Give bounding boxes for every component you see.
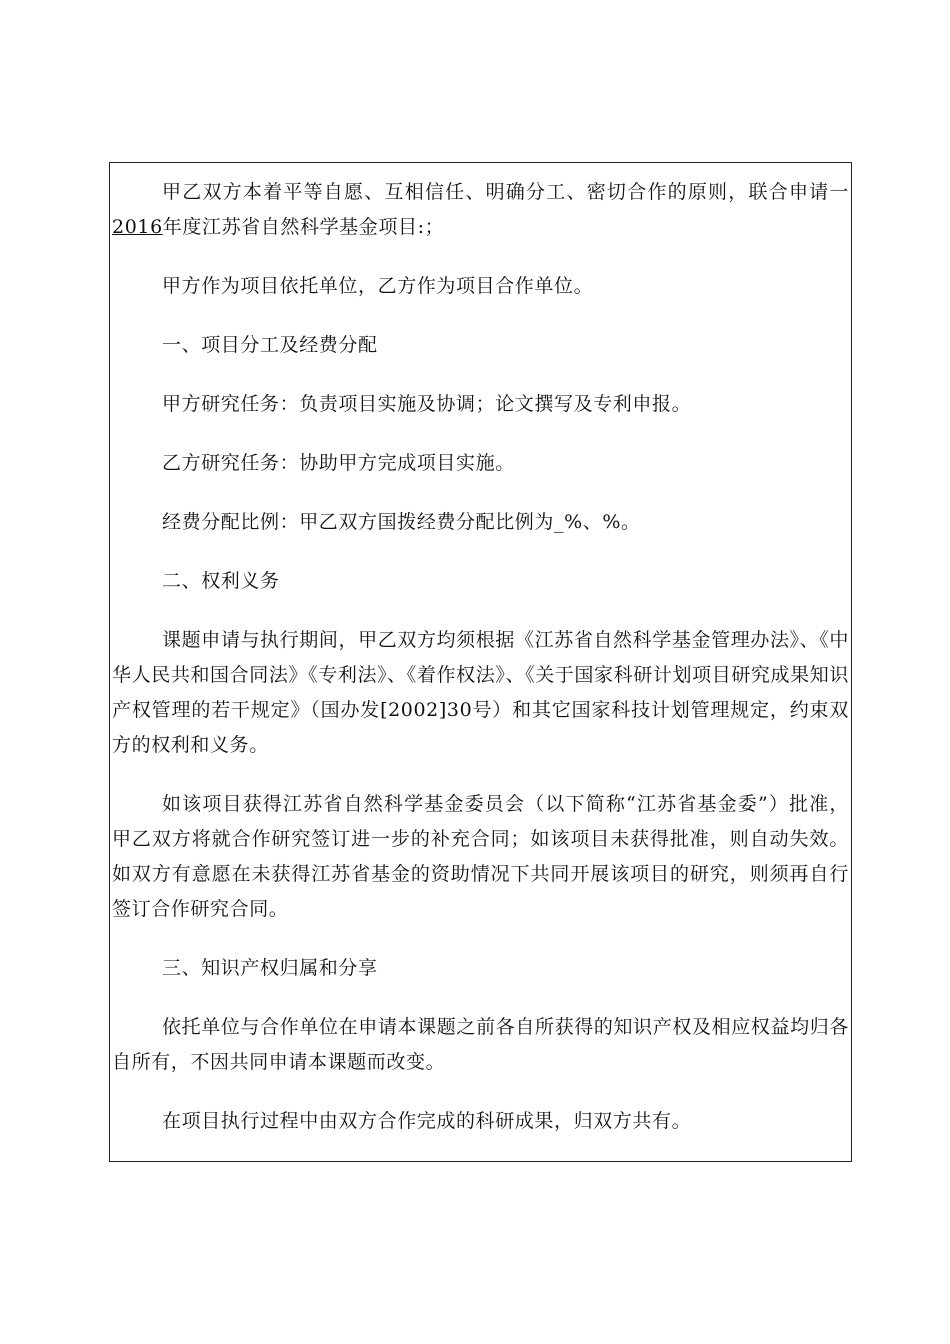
party-b-task: 乙方研究任务：协助甲方完成项目实施。 xyxy=(162,452,515,474)
intro-paragraph xyxy=(112,175,849,245)
intro-text: 甲乙双方本着平等自愿、互相信任、明确分工、密切合作的原则，联合申请一 xyxy=(162,181,849,203)
party-a-task: 甲方研究任务：负责项目实施及协调；论文撰写及专利申报。 xyxy=(162,393,692,415)
section-heading-rights: 二、权利义务 xyxy=(162,570,280,592)
intro-text-end: 年度江苏省自然科学基金项目:； xyxy=(162,216,445,238)
roles-paragraph: 甲方作为项目依托单位，乙方作为项目合作单位。 xyxy=(162,275,594,297)
agreement-frame xyxy=(109,162,852,1162)
funding-ratio: 经费分配比例：甲乙双方国拨经费分配比例为_%、%。 xyxy=(162,511,641,533)
project-year: 2016 xyxy=(112,216,163,238)
rights-paragraph: 课题申请与执行期间，甲乙双方均须根据《江苏省自然科学基金管理办法》、《中华人民共和国合同法》《专利法》、《着作权法》、《关于国家科研计划项目研究成果知识产权管理的若干规定》（国办发[2002]30号）和其它国家科技计划管理规定，约束双方的权利和义务。 xyxy=(112,629,849,756)
section-heading-ip: 三、知识产权归属和分享 xyxy=(162,957,378,979)
approval-paragraph: 如该项目获得江苏省自然科学基金委员会（以下简称“江苏省基金委”）批准，甲乙双方将就合作研究签订进一步的补充合同；如该项目未获得批准，则自动失效。如双方有意愿在未获得江苏省基金的资助情况下共同开展该项目的研究，则须再自行签订合作研究合同。 xyxy=(112,793,849,920)
ip-joint-paragraph: 在项目执行过程中由双方合作完成的科研成果，归双方共有。 xyxy=(162,1110,692,1132)
section-heading-division: 一、项目分工及经费分配 xyxy=(162,334,378,356)
agreement-body xyxy=(112,175,849,1161)
ip-prior-paragraph: 依托单位与合作单位在申请本课题之前各自所获得的知识产权及相应权益均归各自所有，不因共同申请本课题而改变。 xyxy=(112,1016,849,1073)
